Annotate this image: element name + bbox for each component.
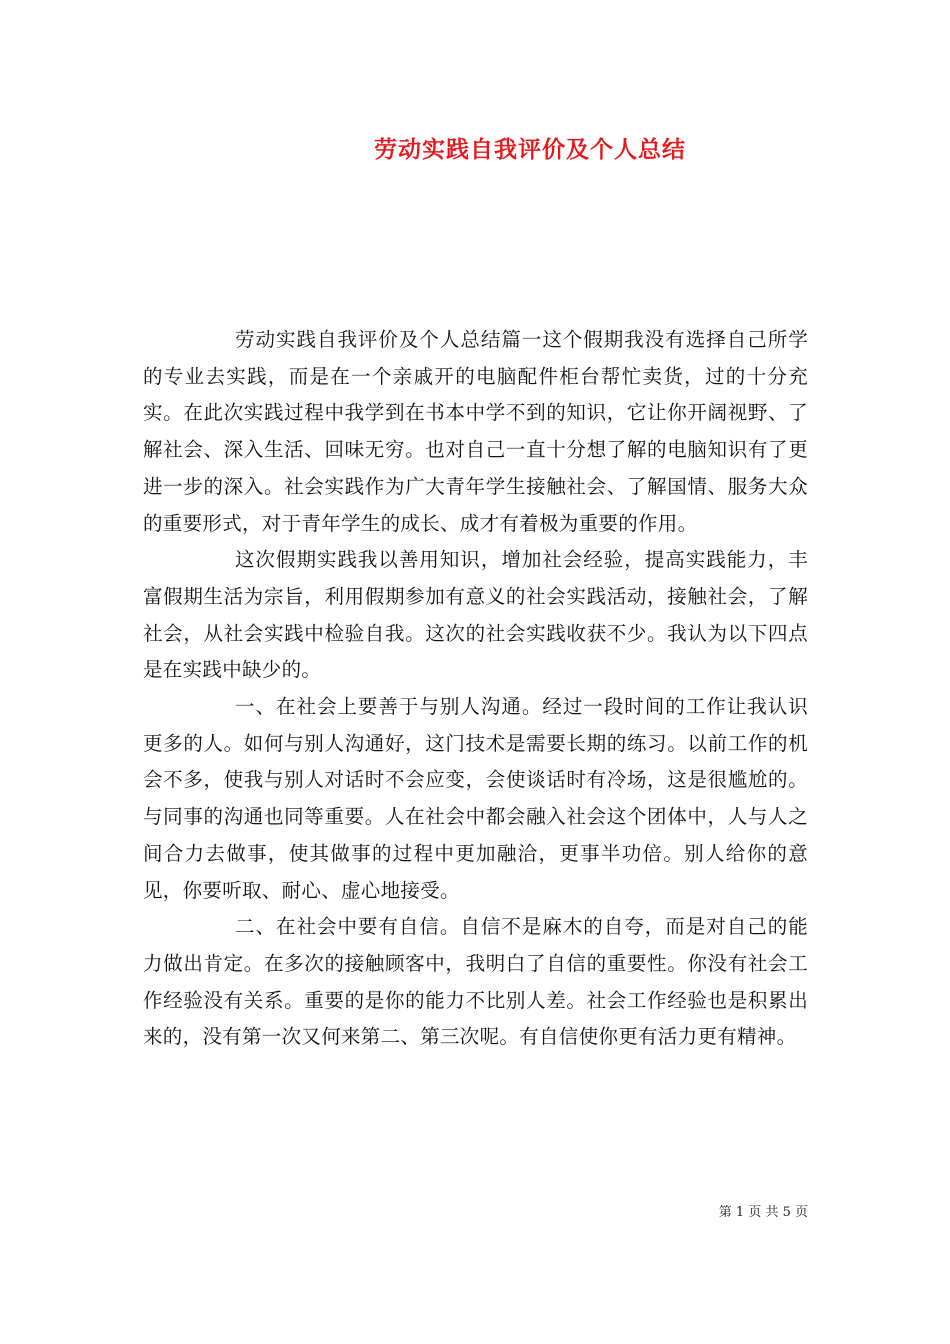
document-title: 劳动实践自我评价及个人总结 [374,136,686,163]
page-number: 第 1 页 共 5 页 [718,1205,808,1220]
paragraph-3: 一、在社会上要善于与别人沟通。经过一段时间的工作让我认识更多的人。如何与别人沟通好，这门技术是需要长期的练习。以前工作的机会不多，使我与别人对话时不会应变，会使谈话时有冷场，这是很尴尬的。与同事的沟通也同等重要。人在社会中都会融入社会这个团体中，人与人之间合力去做事，使其做事的过程中更加融洽，更事半功倍。别人给你的意见，你要听取、耐心、虚心地接受。 [143,695,808,902]
document-body [143,322,808,1056]
paragraph-2: 这次假期实践我以善用知识，增加社会经验，提高实践能力，丰富假期生活为宗旨，利用假期参加有意义的社会实践活动，接触社会，了解社会，从社会实践中检验自我。这次的社会实践收获不少。我认为以下四点是在实践中缺少的。 [143,548,808,682]
paragraph-4: 二、在社会中要有自信。自信不是麻木的自夸，而是对自己的能力做出肯定。在多次的接触顾客中，我明白了自信的重要性。你没有社会工作经验没有关系。重要的是你的能力不比别人差。社会工作经验也是积累出来的，没有第一次又何来第二、第三次呢。有自信使你更有活力更有精神。 [143,915,808,1049]
paragraph-1: 劳动实践自我评价及个人总结篇一这个假期我没有选择自己所学的专业去实践，而是在一个亲戚开的电脑配件柜台帮忙卖货，过的十分充实。在此次实践过程中我学到在书本中学不到的知识，它让你开阔视野、了解社会、深入生活、回味无穷。也对自己一直十分想了解的电脑知识有了更进一步的深入。社会实践作为广大青年学生接触社会、了解国情、服务大众的重要形式，对于青年学生的成长、成才有着极为重要的作用。 [143,328,808,535]
